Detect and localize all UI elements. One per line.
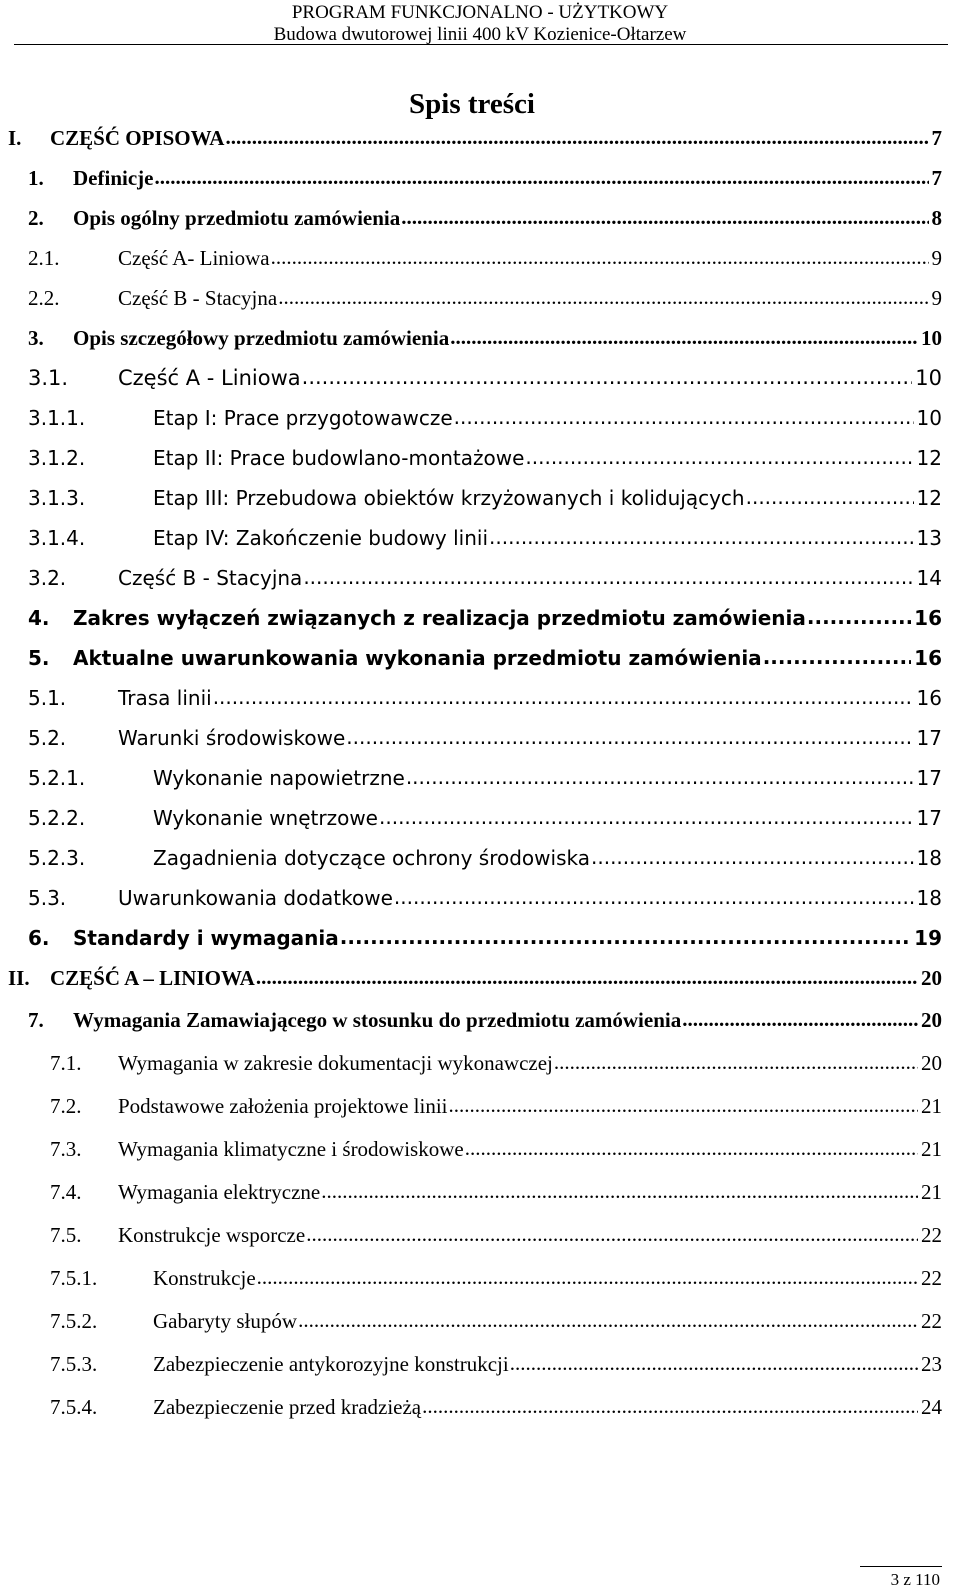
- toc-entry-number: 5.2.2.: [28, 806, 86, 830]
- toc-entry-page: 20: [921, 966, 942, 990]
- toc-entry[interactable]: [28, 526, 942, 560]
- toc-entry-number: 3.1.1.: [28, 406, 86, 430]
- toc-entry-title: Wymagania klimatyczne i środowiskowe: [118, 1137, 464, 1161]
- toc-entry-title: Aktualne uwarunkowania wykonania przedmiotu zamówienia: [73, 646, 762, 670]
- toc-dot-leader: [746, 485, 914, 509]
- toc-entry-number: 7.4.: [50, 1180, 82, 1204]
- toc-entry-page: 23: [921, 1352, 942, 1376]
- toc-entry-page: 10: [915, 366, 942, 390]
- footer-divider: [860, 1566, 942, 1567]
- toc-entry-title: Zakres wyłączeń związanych z realizacja przedmiotu zamówienia: [73, 606, 806, 630]
- toc-entry-page: 17: [916, 806, 942, 830]
- toc-entry-page: 24: [921, 1395, 942, 1419]
- toc-entry[interactable]: [28, 566, 942, 600]
- toc-entry[interactable]: [28, 606, 942, 640]
- toc-entry-number: 7.1.: [50, 1051, 82, 1075]
- toc-entry-page: 13: [916, 526, 942, 550]
- toc-entry-page: 22: [921, 1223, 942, 1247]
- toc-entry-title: Opis szczegółowy przedmiotu zamówienia: [73, 326, 450, 350]
- toc-entry-title: Część B - Stacyjna: [118, 566, 303, 590]
- toc-entry-page: 8: [931, 206, 942, 230]
- toc-entry-title: Wymagania Zamawiającego w stosunku do przedmiotu zamówienia: [73, 1008, 682, 1032]
- toc-entry-number: 5.1.: [28, 686, 67, 710]
- toc-entry-number: 5.2.3.: [28, 846, 86, 870]
- toc-entry-title: Etap IV: Zakończenie budowy linii: [153, 526, 489, 550]
- toc-entry[interactable]: [50, 1309, 942, 1343]
- toc-entry[interactable]: [50, 1266, 942, 1300]
- toc-entry-title: Uwarunkowania dodatkowe: [118, 886, 393, 910]
- toc-dot-leader: [225, 125, 928, 150]
- toc-entry-page: 20: [921, 1051, 942, 1075]
- toc-entry-page: 7: [931, 166, 942, 190]
- toc-entry[interactable]: [28, 246, 942, 280]
- toc-entry-number: 7.5.: [50, 1223, 82, 1247]
- toc-dot-leader: [682, 1007, 918, 1032]
- toc-entry-number: 7.2.: [50, 1094, 82, 1118]
- toc-entry-title: Zabezpieczenie antykorozyjne konstrukcji: [153, 1352, 509, 1376]
- toc-entry-title: Konstrukcje wsporcze: [118, 1223, 306, 1247]
- page-number: 3 z 110: [890, 1570, 940, 1589]
- toc-entry-number: 5.2.1.: [28, 766, 86, 790]
- toc-entry-page: 21: [921, 1137, 942, 1161]
- toc-entry[interactable]: [28, 646, 942, 680]
- toc-dot-leader: [401, 205, 928, 230]
- toc-dot-leader: [554, 1050, 918, 1075]
- toc-entry-page: 10: [921, 326, 942, 350]
- toc-dot-leader: [257, 1265, 918, 1290]
- toc-entry-number: 3.1.3.: [28, 486, 86, 510]
- toc-dot-leader: [346, 725, 913, 749]
- toc-dot-leader: [449, 1093, 919, 1118]
- toc-dot-leader: [278, 285, 928, 310]
- toc-entry-page: 17: [916, 726, 942, 750]
- toc-dot-leader: [489, 525, 914, 549]
- toc-dot-leader: [763, 645, 911, 669]
- toc-entry-number: 6.: [28, 926, 50, 950]
- toc-entry[interactable]: [28, 406, 942, 440]
- toc-entry-title: Etap I: Prace przygotowawcze: [153, 406, 453, 430]
- toc-dot-leader: [340, 925, 911, 949]
- toc-entry[interactable]: [28, 846, 942, 880]
- toc-dot-leader: [422, 1394, 918, 1419]
- toc-entry[interactable]: [28, 686, 942, 720]
- toc-entry-number: 2.2.: [28, 286, 60, 310]
- toc-entry-page: 16: [914, 606, 942, 630]
- toc-entry-page: 18: [916, 846, 942, 870]
- toc-entry-title: Opis ogólny przedmiotu zamówienia: [73, 206, 401, 230]
- toc-entry[interactable]: [28, 366, 942, 400]
- toc-entry[interactable]: [28, 286, 942, 320]
- toc-entry-page: 9: [931, 246, 942, 270]
- toc-entry-title: Wykonanie napowietrzne: [153, 766, 405, 790]
- toc-dot-leader: [256, 965, 918, 990]
- toc-entry[interactable]: [50, 1395, 942, 1429]
- toc-dot-leader: [298, 1308, 918, 1333]
- toc-dot-leader: [379, 805, 914, 829]
- toc-entry-number: 7.: [28, 1008, 44, 1032]
- toc-entry[interactable]: [8, 126, 942, 160]
- toc-entry-number: 5.3.: [28, 886, 67, 910]
- toc-entry-title: Standardy i wymagania: [73, 926, 339, 950]
- toc-entry-title: CZĘŚĆ A – LINIOWA: [50, 966, 255, 990]
- toc-entry[interactable]: [50, 1094, 942, 1128]
- toc-entry[interactable]: [50, 1352, 942, 1386]
- toc-entry-number: 1.: [28, 166, 44, 190]
- toc-entry-page: 21: [921, 1180, 942, 1204]
- toc-dot-leader: [306, 1222, 918, 1247]
- toc-heading: Spis treści: [409, 88, 535, 120]
- toc-entry[interactable]: [50, 1137, 942, 1171]
- toc-entry-page: 20: [921, 1008, 942, 1032]
- toc-dot-leader: [154, 165, 928, 190]
- toc-entry-number: 7.5.2.: [50, 1309, 98, 1333]
- toc-entry-page: 17: [916, 766, 942, 790]
- toc-entry-number: 7.3.: [50, 1137, 82, 1161]
- toc-entry-title: Część B - Stacyjna: [118, 286, 278, 310]
- toc-dot-leader: [406, 765, 914, 789]
- toc-entry-number: 7.5.3.: [50, 1352, 98, 1376]
- toc-entry-title: Wykonanie wnętrzowe: [153, 806, 378, 830]
- toc-entry-page: 16: [914, 646, 942, 670]
- toc-dot-leader: [591, 845, 914, 869]
- toc-entry-number: 2.: [28, 206, 44, 230]
- toc-entry-number: 3.1.2.: [28, 446, 86, 470]
- toc-entry-title: Etap III: Przebudowa obiektów krzyżowanych i kolidujących: [153, 486, 745, 510]
- toc-dot-leader: [271, 245, 929, 270]
- toc-dot-leader: [465, 1136, 918, 1161]
- toc-entry[interactable]: [50, 1051, 942, 1085]
- toc-entry-title: Zagadnienia dotyczące ochrony środowiska: [153, 846, 590, 870]
- toc-entry-page: 7: [931, 126, 942, 150]
- toc-entry-title: Wymagania elektryczne: [118, 1180, 321, 1204]
- toc-entry[interactable]: [28, 1008, 942, 1042]
- toc-dot-leader: [525, 445, 913, 469]
- toc-dot-leader: [321, 1179, 918, 1204]
- toc-entry-title: Wymagania w zakresie dokumentacji wykonawczej: [118, 1051, 553, 1075]
- toc-entry[interactable]: [28, 806, 942, 840]
- header-project-title: Budowa dwutorowej linii 400 kV Kozienice-Ołtarzew: [273, 24, 687, 45]
- toc-entry-title: Trasa linii: [118, 686, 212, 710]
- toc-entry[interactable]: [28, 486, 942, 520]
- toc-dot-leader: [394, 885, 914, 909]
- toc-entry-number: 5.2.: [28, 726, 67, 750]
- toc-entry[interactable]: [28, 446, 942, 480]
- toc-entry-page: 16: [916, 686, 942, 710]
- toc-entry-page: 19: [914, 926, 942, 950]
- toc-entry-number: II.: [8, 966, 30, 990]
- toc-entry[interactable]: [28, 926, 942, 960]
- toc-entry-page: 14: [916, 566, 942, 590]
- toc-entry[interactable]: [8, 966, 942, 1000]
- toc-entry-title: Część A- Liniowa: [118, 246, 270, 270]
- toc-entry[interactable]: [28, 326, 942, 360]
- toc-dot-leader: [454, 405, 914, 429]
- toc-entry-page: 12: [916, 446, 942, 470]
- toc-entry-page: 9: [931, 286, 942, 310]
- toc-entry-title: Etap II: Prace budowlano-montażowe: [153, 446, 525, 470]
- header-program-title: PROGRAM FUNKCJONALNO - UŻYTKOWY: [291, 2, 669, 23]
- toc-entry-title: Zabezpieczenie przed kradzieżą: [153, 1395, 422, 1419]
- toc-entry-title: CZĘŚĆ OPISOWA: [50, 126, 225, 150]
- toc-entry-number: 7.5.4.: [50, 1395, 98, 1419]
- toc-entry-title: Warunki środowiskowe: [118, 726, 346, 750]
- toc-entry-title: Gabaryty słupów: [153, 1309, 298, 1333]
- toc-entry[interactable]: [28, 726, 942, 760]
- toc-entry[interactable]: [28, 766, 942, 800]
- toc-entry-number: 3.: [28, 326, 44, 350]
- toc-entry-page: 10: [916, 406, 942, 430]
- toc-entry[interactable]: [50, 1180, 942, 1214]
- toc-entry-number: I.: [8, 126, 22, 150]
- toc-entry-title: Część A - Liniowa: [118, 366, 301, 390]
- toc-entry-number: 4.: [28, 606, 50, 630]
- toc-dot-leader: [450, 325, 918, 350]
- toc-entry-page: 21: [921, 1094, 942, 1118]
- toc-entry-page: 18: [916, 886, 942, 910]
- toc-entry-title: Podstawowe założenia projektowe linii: [118, 1094, 448, 1118]
- toc-entry-number: 2.1.: [28, 246, 60, 270]
- toc-entry[interactable]: [28, 886, 942, 920]
- toc-entry-title: Definicje: [73, 166, 154, 190]
- toc-dot-leader: [302, 365, 913, 389]
- toc-entry-number: 7.5.1.: [50, 1266, 98, 1290]
- toc-entry-number: 3.2.: [28, 566, 67, 590]
- toc-entry-number: 3.1.: [28, 366, 69, 390]
- toc-entry[interactable]: [28, 166, 942, 200]
- toc-entry-title: Konstrukcje: [153, 1266, 256, 1290]
- toc-dot-leader: [303, 565, 913, 589]
- toc-entry-page: 22: [921, 1266, 942, 1290]
- toc-entry[interactable]: [50, 1223, 942, 1257]
- toc-entry-page: 22: [921, 1309, 942, 1333]
- toc-dot-leader: [510, 1351, 918, 1376]
- toc-entry-number: 5.: [28, 646, 50, 670]
- toc-dot-leader: [807, 605, 911, 629]
- toc-dot-leader: [213, 685, 914, 709]
- toc-entry-page: 12: [916, 486, 942, 510]
- toc-entry[interactable]: [28, 206, 942, 240]
- toc-entry-number: 3.1.4.: [28, 526, 86, 550]
